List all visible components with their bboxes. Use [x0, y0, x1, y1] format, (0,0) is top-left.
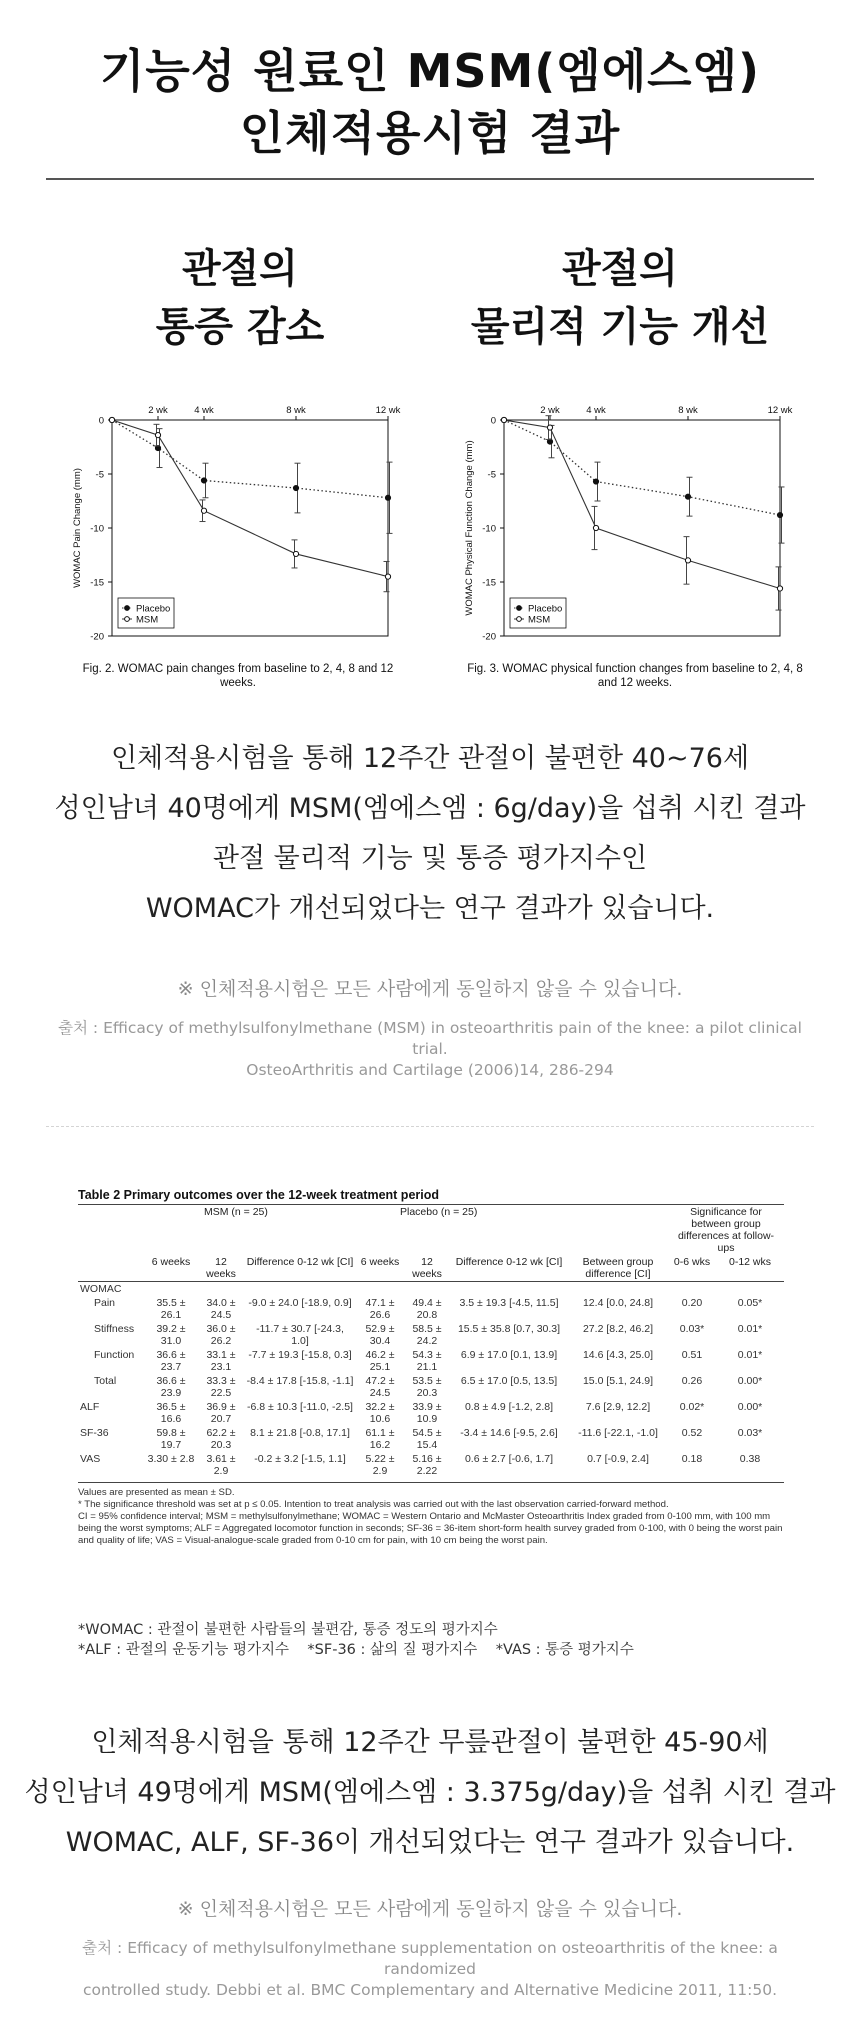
- data-point-placebo: [685, 494, 690, 499]
- source-citation-2: [40, 1938, 820, 2001]
- data-point-msm: [385, 574, 390, 579]
- table-cell: 0.6 ± 2.7 [-0.6, 1.7]: [464, 1453, 554, 1465]
- source-citation-1: [40, 1018, 820, 1081]
- table-cell: 32.2 ± 10.6: [365, 1401, 395, 1425]
- table-cell: -6.8 ± 10.3 [-11.0, -2.5]: [247, 1401, 353, 1413]
- x-tick-label: 2 wk: [540, 405, 560, 416]
- table-row: [78, 1322, 784, 1348]
- table-row: [78, 1426, 784, 1452]
- data-point-msm: [109, 417, 114, 422]
- y-tick-label: 0: [98, 415, 104, 427]
- function-title-line-1: 관절의: [562, 246, 678, 292]
- table-cell: 0.03*: [737, 1427, 763, 1439]
- table-row: [78, 1400, 784, 1426]
- data-table: [78, 1205, 784, 1478]
- table-cell: 33.9 ± 10.9: [412, 1401, 442, 1425]
- legend-marker: [517, 606, 522, 611]
- x-tick-label: 2 wk: [148, 405, 168, 416]
- table-cell: 34.0 ± 24.5: [206, 1297, 236, 1321]
- table-cell: 0.02*: [679, 1401, 705, 1413]
- figure-3-caption: [450, 662, 820, 690]
- definition-line-2: *ALF : 관절의 운동기능 평가지수 *SF-36 : 삶의 질 평가지수 *VAS : 통증 평가지수: [78, 1642, 634, 1658]
- row-label: Function: [94, 1349, 135, 1361]
- data-point-msm: [201, 508, 206, 513]
- data-point-placebo: [385, 495, 390, 500]
- x-tick-label: 8 wk: [286, 405, 306, 416]
- table-cell: 6.5 ± 17.0 [0.5, 13.5]: [460, 1375, 558, 1387]
- table-footnote-3: CI = 95% confidence interval; MSM = methylsulfonylmethane; WOMAC = Western Ontario and McMaster Osteoarthritis Index graded from 0-100 mm, with 100 mm being the worst symptoms; ALF = Aggregated locomotor function in seconds; SF-36 = 36-item short-form health survey graded from 0-100, with 0 being the worst pain and quality of life; VAS = Visual-analogue-scale graded from 0-10 cm for pain, with 10 cm being the worst pain.: [78, 1511, 783, 1546]
- legend-marker: [125, 606, 130, 611]
- source-1-line-1: 출처 : Efficacy of methylsulfonylmethane (MSM) in osteoarthritis pain of the knee: a pilot clinical trial.: [58, 1019, 802, 1058]
- source-2-line-2: controlled study. Debbi et al. BMC Complementary and Alternative Medicine 2011, 11:50.: [82, 1981, 778, 1999]
- table-cell: 8.1 ± 21.8 [-0.8, 17.1]: [250, 1427, 350, 1439]
- table-cell: 14.6 [4.3, 25.0]: [582, 1349, 654, 1361]
- y-tick-label: -10: [90, 523, 104, 535]
- function-title-line-2: 물리적 기능 개선: [470, 304, 770, 350]
- column-header: 12 weeks: [412, 1256, 442, 1280]
- womac-section-label: WOMAC: [78, 1282, 784, 1297]
- table-cell: 0.01*: [737, 1349, 763, 1361]
- x-tick-label: 12 wk: [767, 405, 793, 416]
- page-title: [0, 40, 860, 164]
- disclaimer-note-2: ※ 인체적용시험은 모든 사람에게 동일하지 않을 수 있습니다.: [177, 1898, 683, 1920]
- column-header: Difference 0-12 wk [CI]: [455, 1256, 563, 1268]
- x-tick-label: 12 wk: [375, 405, 401, 416]
- abbreviation-definitions: [78, 1620, 634, 1660]
- table-cell: 0.52: [681, 1427, 703, 1439]
- study-2-summary: [0, 1718, 860, 1868]
- table-cell: 0.00*: [737, 1401, 763, 1413]
- row-label: ALF: [80, 1401, 100, 1413]
- table-cell: 62.2 ± 20.3: [206, 1427, 236, 1451]
- data-point-msm: [293, 551, 298, 556]
- table-row: [78, 1296, 784, 1322]
- summary-1-line-1: 인체적용시험을 통해 12주간 관절이 불편한 40~76세: [110, 743, 750, 774]
- y-tick-label: -5: [95, 469, 104, 481]
- table-cell: 36.0 ± 26.2: [206, 1323, 236, 1347]
- table-cell: 36.6 ± 23.9: [156, 1375, 186, 1399]
- legend-label: Placebo: [528, 603, 563, 615]
- table-cell: 27.2 [8.2, 46.2]: [582, 1323, 654, 1335]
- data-point-placebo: [777, 512, 782, 517]
- column-header: Between group difference [CI]: [582, 1256, 654, 1280]
- table-cell: 47.2 ± 24.5: [365, 1375, 395, 1399]
- definition-line-1: *WOMAC : 관절이 불편한 사람들의 불편감, 통증 정도의 평가지수: [78, 1622, 498, 1638]
- table-cell: 3.30 ± 2.8: [147, 1453, 195, 1465]
- outcomes-table: [78, 1188, 784, 1547]
- figure-3-caption-line-1: Fig. 3. WOMAC physical function changes from baseline to 2, 4, 8: [467, 663, 803, 675]
- table-cell: 36.5 ± 16.6: [156, 1401, 186, 1425]
- summary-2-line-2: 성인남녀 49명에게 MSM(엠에스엠 : 3.375g/day)을 섭취 시킨 결과: [24, 1777, 836, 1808]
- row-label: VAS: [80, 1453, 101, 1465]
- table-cell: 59.8 ± 19.7: [156, 1427, 186, 1451]
- table-cell: 53.5 ± 20.3: [412, 1375, 442, 1399]
- table-cell: 58.5 ± 24.2: [412, 1323, 442, 1347]
- column-header: 0-6 wks: [673, 1256, 711, 1268]
- table-cell: 0.03*: [679, 1323, 705, 1335]
- title-line-1: 기능성 원료인 MSM(엠에스엠): [99, 44, 761, 98]
- placebo-group-header: Placebo (n = 25): [400, 1206, 478, 1218]
- table-cell: 5.16 ± 2.22: [412, 1453, 442, 1477]
- source-2-line-1: 출처 : Efficacy of methylsulfonylmethane supplementation on osteoarthritis of the knee: a randomized: [82, 1939, 778, 1978]
- data-point-placebo: [593, 479, 598, 484]
- table-cell: -11.7 ± 30.7 [-24.3, 1.0]: [256, 1323, 344, 1347]
- summary-1-line-2: 성인남녀 40명에게 MSM(엠에스엠 : 6g/day)을 섭취 시킨 결과: [54, 793, 806, 824]
- figure-2-caption: [58, 662, 418, 690]
- table-cell: 49.4 ± 20.8: [412, 1297, 442, 1321]
- table-row: [78, 1452, 784, 1478]
- table-cell: -9.0 ± 24.0 [-18.9, 0.9]: [248, 1297, 352, 1309]
- series-line-msm: [504, 420, 780, 588]
- pain-title-line-2: 통증 감소: [155, 304, 325, 350]
- table-cell: 5.22 ± 2.9: [365, 1453, 395, 1477]
- row-label: Stiffness: [94, 1323, 135, 1335]
- significance-header: Significance for between group differences at follow-ups: [677, 1206, 775, 1254]
- x-tick-label: 4 wk: [194, 405, 214, 416]
- column-header: Difference 0-12 wk [CI]: [246, 1256, 354, 1268]
- table-cell: 33.1 ± 23.1: [206, 1349, 236, 1373]
- y-axis-label: WOMAC Pain Change (mm): [72, 468, 83, 588]
- legend-marker: [517, 617, 522, 622]
- table-footnote-2: * The significance threshold was set at p ≤ 0.05. Intention to treat analysis was carried out with the last observation carried-forward method.: [78, 1499, 669, 1510]
- table-cell: 0.18: [681, 1453, 703, 1465]
- table-cell: 12.4 [0.0, 24.8]: [582, 1297, 654, 1309]
- summary-2-line-1: 인체적용시험을 통해 12주간 무릎관절이 불편한 45-90세: [91, 1727, 769, 1758]
- table-footnote-1: Values are presented as mean ± SD.: [78, 1487, 235, 1498]
- table-cell: 35.5 ± 26.1: [156, 1297, 186, 1321]
- data-point-placebo: [293, 485, 298, 490]
- column-header: [78, 1255, 144, 1282]
- table-cell: 54.5 ± 15.4: [412, 1427, 442, 1451]
- table-cell: 46.2 ± 25.1: [365, 1349, 395, 1373]
- table-cell: 0.8 ± 4.9 [-1.2, 2.8]: [464, 1401, 554, 1413]
- table-cell: 0.26: [681, 1375, 703, 1387]
- data-point-placebo: [201, 478, 206, 483]
- table-cell: -0.2 ± 3.2 [-1.5, 1.1]: [254, 1453, 346, 1465]
- y-tick-label: -15: [482, 577, 496, 589]
- study-1-summary: [0, 734, 860, 934]
- table-cell: 33.3 ± 22.5: [206, 1375, 236, 1399]
- data-point-msm: [547, 425, 552, 430]
- column-header: 0-12 wks: [728, 1256, 771, 1268]
- function-title: [460, 240, 780, 356]
- figure-2-caption-line-2: weeks.: [220, 677, 256, 689]
- table-cell: 0.38: [739, 1453, 761, 1465]
- table-cell: 3.61 ± 2.9: [206, 1453, 236, 1477]
- y-tick-label: -5: [487, 469, 496, 481]
- table-cell: 15.5 ± 35.8 [0.7, 30.3]: [457, 1323, 561, 1335]
- table-cell: 7.6 [2.9, 12.2]: [585, 1401, 651, 1413]
- function-change-chart: [460, 388, 800, 650]
- table-cell: 36.9 ± 20.7: [206, 1401, 236, 1425]
- row-label: Pain: [94, 1297, 116, 1309]
- series-line-msm: [112, 420, 388, 577]
- data-point-msm: [155, 433, 160, 438]
- source-1-line-2: OsteoArthritis and Cartilage (2006)14, 286-294: [246, 1061, 614, 1079]
- pain-change-chart: [68, 388, 408, 650]
- figure-3-caption-line-2: and 12 weeks.: [597, 677, 673, 689]
- summary-1-line-3: 관절 물리적 기능 및 통증 평가지수인: [212, 843, 648, 874]
- legend-label: MSM: [136, 614, 159, 626]
- table-cell: 0.05*: [737, 1297, 763, 1309]
- table-cell: 47.1 ± 26.6: [365, 1297, 395, 1321]
- y-tick-label: 0: [490, 415, 496, 427]
- table-cell: 52.9 ± 30.4: [365, 1323, 395, 1347]
- data-point-msm: [777, 586, 782, 591]
- table-title: Table 2 Primary outcomes over the 12-week treatment period: [78, 1188, 784, 1205]
- figure-2-caption-line-1: Fig. 2. WOMAC pain changes from baseline to 2, 4, 8 and 12: [82, 663, 394, 675]
- title-line-2: 인체적용시험 결과: [239, 106, 621, 160]
- column-header: 6 weeks: [151, 1256, 191, 1268]
- pain-title: [110, 240, 370, 356]
- legend-label: MSM: [528, 614, 551, 626]
- column-header: 6 weeks: [360, 1256, 400, 1268]
- table-cell: -7.7 ± 19.3 [-15.8, 0.3]: [248, 1349, 352, 1361]
- table-cell: 15.0 [5.1, 24.9]: [582, 1375, 654, 1387]
- series-line-placebo: [112, 420, 388, 498]
- data-point-msm: [593, 525, 598, 530]
- table-cell: -11.6 [-22.1, -1.0]: [578, 1427, 658, 1439]
- disclaimer-note-1: ※ 인체적용시험은 모든 사람에게 동일하지 않을 수 있습니다.: [177, 978, 683, 1000]
- table-cell: 6.9 ± 17.0 [0.1, 13.9]: [460, 1349, 558, 1361]
- section-divider: [46, 1126, 814, 1127]
- table-cell: -8.4 ± 17.8 [-15.8, -1.1]: [246, 1375, 354, 1387]
- data-point-msm: [501, 417, 506, 422]
- x-tick-label: 8 wk: [678, 405, 698, 416]
- title-divider: [46, 178, 814, 180]
- table-cell: 39.2 ± 31.0: [156, 1323, 186, 1347]
- y-tick-label: -10: [482, 523, 496, 535]
- table-row: [78, 1374, 784, 1400]
- data-point-msm: [685, 558, 690, 563]
- legend-marker: [125, 617, 130, 622]
- legend-label: Placebo: [136, 603, 171, 615]
- table-cell: 54.3 ± 21.1: [412, 1349, 442, 1373]
- table-cell: 0.20: [681, 1297, 703, 1309]
- table-cell: 36.6 ± 23.7: [156, 1349, 186, 1373]
- y-axis-label: WOMAC Physical Function Change (mm): [464, 440, 475, 616]
- x-tick-label: 4 wk: [586, 405, 606, 416]
- table-cell: -3.4 ± 14.6 [-9.5, 2.6]: [460, 1427, 558, 1439]
- row-label: Total: [94, 1375, 117, 1387]
- row-label: SF-36: [80, 1427, 109, 1439]
- msm-group-header: MSM (n = 25): [204, 1206, 268, 1218]
- table-cell: 3.5 ± 19.3 [-4.5, 11.5]: [459, 1297, 559, 1309]
- y-tick-label: -20: [90, 631, 104, 643]
- table-cell: 0.01*: [737, 1323, 763, 1335]
- column-header: 12 weeks: [206, 1256, 236, 1280]
- table-cell: 61.1 ± 16.2: [365, 1427, 395, 1451]
- table-row: [78, 1348, 784, 1374]
- y-tick-label: -15: [90, 577, 104, 589]
- summary-1-line-4: WOMAC가 개선되었다는 연구 결과가 있습니다.: [145, 893, 715, 924]
- table-cell: 0.51: [681, 1349, 703, 1361]
- y-tick-label: -20: [482, 631, 496, 643]
- series-line-placebo: [504, 420, 780, 515]
- summary-2-line-3: WOMAC, ALF, SF-36이 개선되었다는 연구 결과가 있습니다.: [65, 1827, 795, 1858]
- table-cell: 0.00*: [737, 1375, 763, 1387]
- table-cell: 0.7 [-0.9, 2.4]: [587, 1453, 649, 1465]
- pain-title-line-1: 관절의: [182, 246, 298, 292]
